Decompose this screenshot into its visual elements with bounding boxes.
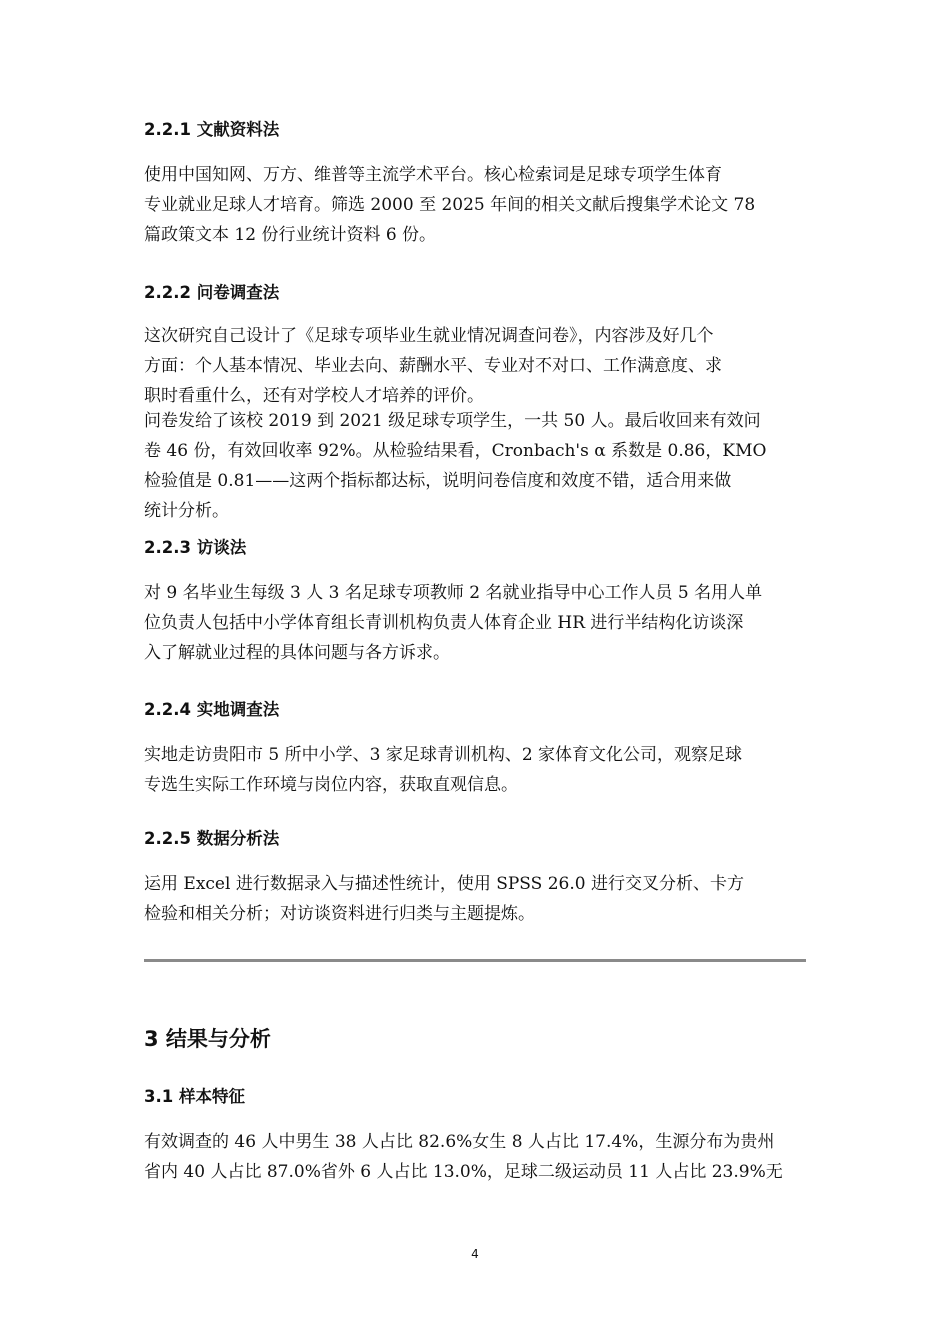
section-heading-2-2-3: 2.2.3 访谈法 [144,538,247,557]
text-line: 省内 40 人占比 87.0%省外 6 人占比 13.0%，足球二级运动员 11 人占比 23.9%无 [144,1162,783,1182]
text-line: 入了解就业过程的具体问题与各方诉求。 [144,643,450,663]
text-line: 检验和相关分析；对访谈资料进行归类与主题提炼。 [144,904,535,924]
text-line: 位负责人包括中小学体育组长青训机构负责人体育企业 HR 进行半结构化访谈深 [144,613,744,633]
text-line: 统计分析。 [144,501,229,521]
section-heading-2-2-1: 2.2.1 文献资料法 [144,120,280,139]
section-heading-2-2-2: 2.2.2 问卷调查法 [144,283,280,302]
text-line: 有效调查的 46 人中男生 38 人占比 82.6%女生 8 人占比 17.4%，生源分布为贵州 [144,1132,775,1152]
text-line: 实地走访贵阳市 5 所中小学、3 家足球青训机构、2 家体育文化公司，观察足球 [144,745,743,765]
text-line: 运用 Excel 进行数据录入与描述性统计，使用 SPSS 26.0 进行交叉分析、卡方 [144,874,744,894]
text-line: 职时看重什么，还有对学校人才培养的评价。 [144,386,484,406]
paragraph-field-survey [144,740,812,800]
paragraph-data-analysis [144,869,812,929]
paragraph-questionnaire-results [144,406,812,526]
paragraph-literature-method [144,160,812,250]
text-line: 使用中国知网、万方、维普等主流学术平台。核心检索词是足球专项学生体育 [144,165,722,185]
text-line: 专选生实际工作环境与岗位内容，获取直观信息。 [144,775,518,795]
section-heading-2-2-5: 2.2.5 数据分析法 [144,829,280,848]
paragraph-sample-features [144,1127,812,1187]
text-line: 方面：个人基本情况、毕业去向、薪酬水平、专业对不对口、工作满意度、求 [144,356,722,376]
text-line: 篇政策文本 12 份行业统计资料 6 份。 [144,225,437,245]
text-line: 问卷发给了该校 2019 到 2021 级足球专项学生，一共 50 人。最后收回来有效问 [144,411,761,431]
chapter-heading-3: 3 结果与分析 [144,1027,271,1051]
section-heading-2-2-4: 2.2.4 实地调查法 [144,700,280,719]
text-line: 检验值是 0.81——这两个指标都达标，说明问卷信度和效度不错，适合用来做 [144,471,732,491]
text-line: 对 9 名毕业生每级 3 人 3 名足球专项教师 2 名就业指导中心工作人员 5 名用人单 [144,583,763,603]
section-heading-3-1: 3.1 样本特征 [144,1087,245,1106]
text-line: 专业就业足球人才培育。筛选 2000 至 2025 年间的相关文献后搜集学术论文 78 [144,195,756,215]
text-line: 这次研究自己设计了《足球专项毕业生就业情况调查问卷》，内容涉及好几个 [144,326,714,346]
paragraph-interview-method [144,578,812,668]
text-line: 卷 46 份，有效回收率 92%。从检验结果看，Cronbach's α 系数是 0.86，KMO [144,441,767,461]
page-number: 4 [471,1247,479,1261]
section-divider [144,959,806,962]
paragraph-questionnaire-design [144,321,812,411]
